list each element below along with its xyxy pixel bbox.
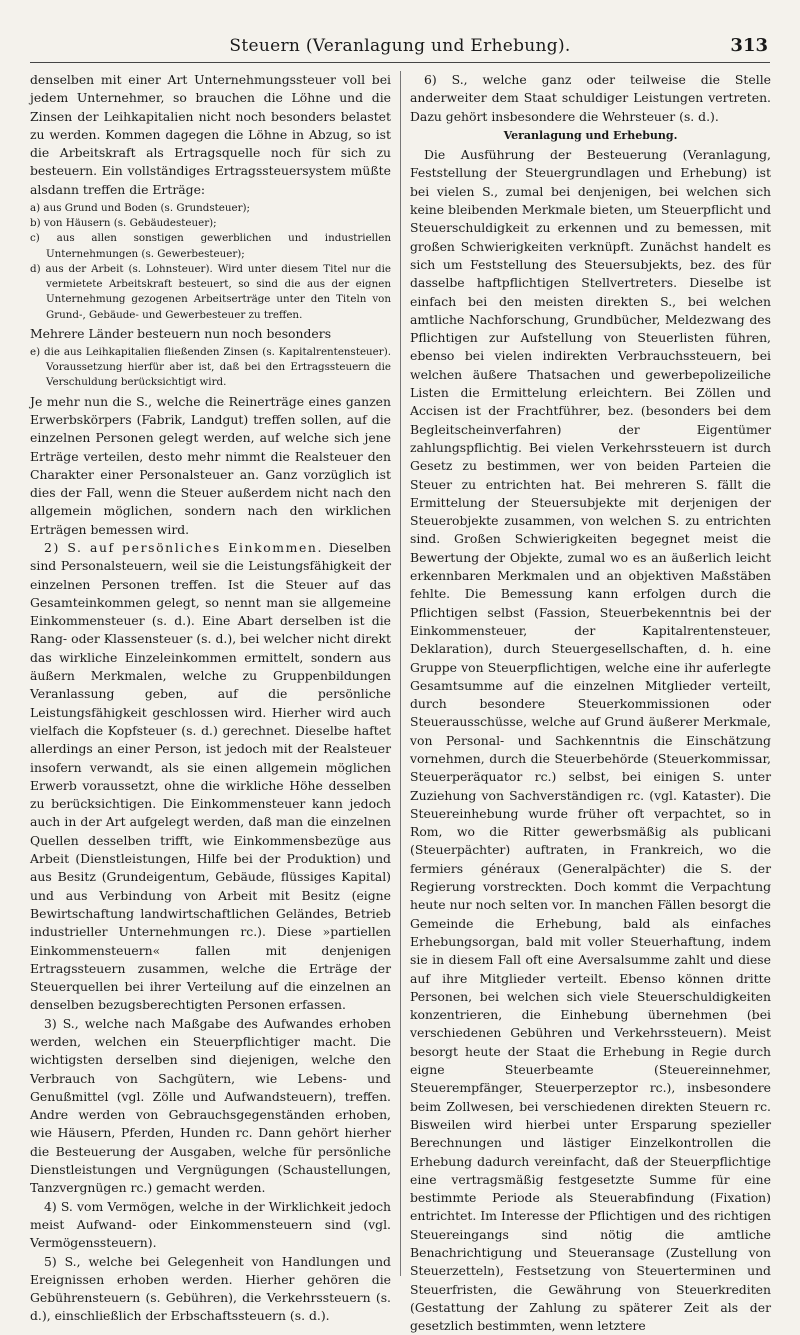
list-item: d) aus der Arbeit (s. Lohnsteuer). Wird unter diesem Titel nur die vermietete Arbeitskraft besteuert, so sind die aus der eignen Unternehmung gezogenen Arbeitserträge unter den Titeln von Grund-, Gebäude- und Gewerbesteuer zu treffen. — [30, 262, 391, 321]
paragraph: 3) S., welche nach Maßgabe des Aufwandes erhoben werden, welchen ein Steuerpflichtiger macht. Die wichtigsten derselben sind diejenigen, welche den Verbrauch von Sachgütern, wie Lebens- und Genußmittel (vgl. Zölle und Aufwandsteuern), treffen. Andre werden von Gebrauchsgegenständen erhoben, wie Häusern, Pferden, Hunden rc. Dann gehört hierher die Besteuerung der Ausgaben, welche für persönliche Dienstleistungen und Vergnügungen (Schaustellungen, Tanzvergnügen rc.) gemacht werden. — [30, 1015, 391, 1196]
section-heading: 2) S. auf persönliches Einkommen. — [44, 539, 324, 555]
running-title: Steuern (Veranlagung und Erhebung). — [229, 36, 571, 56]
paragraph — [30, 539, 391, 1015]
paragraph: 6) S., welche ganz oder teilweise die Stelle anderweiter dem Staat schuldiger Leistungen vertreten. Dazu gehört insbesondere die Wehrsteuer (s. d.). — [410, 72, 771, 124]
list — [30, 201, 391, 323]
list-item: a) aus Grund und Boden (s. Grundsteuer); — [30, 202, 251, 215]
paragraph: 4) S. vom Vermögen, welche in der Wirklichkeit jedoch meist Aufwand- oder Einkommensteuern sind (vgl. Vermögenssteuern). — [30, 1198, 391, 1251]
paragraph: denselben mit einer Art Unternehmungssteuer voll bei jedem Unternehmer, so brauchen die Löhne und die Zinsen der Leihkapitalien nicht noch besonders belastet zu werden. Kommen dagegen die Löhne in Abzug, so ist die Arbeitskraft als Ertragsquelle noch für sich zu besteuern. Ein vollständiges Ertragssteuersystem müßte alsdann treffen die Erträge: — [30, 72, 391, 197]
column-divider — [400, 71, 401, 1276]
page-number: 313 — [730, 35, 768, 56]
list-item: c) aus allen sonstigen gewerblichen und industriellen Unternehmungen (s. Gewerbesteuer); — [30, 232, 391, 260]
left-column — [30, 71, 391, 1324]
text-columns — [30, 71, 771, 1334]
paragraph: Die Ausführung der Besteuerung (Veranlagung, Feststellung der Steuergrundlagen und Erhebung) ist bei vielen S., zumal bei denjenigen, bei welchen sich keine bleibenden Merkmale bieten, um Steuerpflicht und Steuerschuldigkeit zu erkennen und zu bemessen, mit großen Schwierigkeiten verknüpft. Zunächst handelt es sich um Feststellung des Steuersubjekts, bez. des für dasselbe haftpflichtigen Stellvertreters. Dieselbe ist einfach bei den meisten direkten S., bei welchen amtliche Nachforschung, Grundbücher, Meldezwang des Pflichtigen zur Aufstellung von Steuerlisten führen, ebenso bei vielen indirekten Verbrauchssteuern, bei welchen äußere Thatsachen und gewerbepolizeiliche Listen die Ermittelung erleichtern. Bei Zöllen und Accisen ist der Frachtführer, bez. (besonders bei dem Begleitscheinverfahren) der Eigentümer zahlungspflichtig. Bei vielen Verkehrssteuern ist durch Gesetz zu bestimmen, wer von beiden Parteien die Steuer zu entrichten hat. Bei mehreren S. fällt die Ermittelung der Steuersubjekte mit derjenigen der Steuerobjekte zusammen, von welchen S. zu entrichten sind. Großen Schwierigkeiten begegnet meist die Bewertung der Objekte, zumal wo es an äußerlich leicht erkennbaren Merkmalen und an objektiven Maßstäben fehlte. Die Bemessung kann erfolgen durch die Pflichtigen selbst (Fassion, Steuerbekenntnis bei der Einkommensteuer, der Kapitalrentensteuer, Deklaration), durch Steuergesellschaften, d. h. eine Gruppe von Steuerpflichtigen, welche eine ihr auferlegte Gesamtsumme auf die einzelnen Mitglieder verteilt, durch besondere Steuerkommissionen oder Steuerausschüsse, welche auf Grund äußerer Merkmale, von Personal- und Sachkenntnis die Einschätzung vornehmen, durch die Steuerbehörde (Steuerkommissar, Steuerperäquator rc.) selbst, bei einigen S. unter Zuziehung von Sachverständigen rc. (vgl. Kataster). Die Steuereinhebung wurde früher oft verpachtet, so in Rom, wo die Ritter gewerbsmäßig als publicani (Steuerpächter) auftraten, in Frankreich, wo die fermiers généraux (Generalpächter) die S. der Regierung vorstreckten. Doch kommt die Verpachtung heute nur noch selten vor. In manchen Fällen besorgt die Gemeinde die Erhebung, bald als einfaches Erhebungsorgan, bald mit voller Steuerhaftung, indem sie in diesem Fall oft eine Aversalsumme zahlt und diese auf ihre Mitglieder verteilt. Ebenso können dritte Personen, bei welchen sich viele Steuerschuldigkeiten konzentrieren, die Einhebung übernehmen (bei verschiedenen Gebühren und Verkehrssteuern). Meist besorgt heute der Staat die Erhebung in Regie durch eigne Steuerbeamte (Steuereinnehmer, Steuerempfänger, Steuerperzeptor rc.), insbesondere beim Zollwesen, bei verschiedenen direkten Steuern rc. Bisweilen wird hierbei unter Ersparung spezieller Berechnungen und lästiger Einzelkontrollen die Erhebung dadurch vereinfacht, daß der Steuerpflichtige eine vertragsmäßig festgesetzte Summe für eine bestimmte Periode als Steuerabfindung (Fixation) entrichtet. Im Interesse der Pflichtigen und des richtigen Steuereingangs sind nötig die amtliche Benachrichtigung und Steueransage (Zustellung von Steuerzetteln), Festsetzung von Steuerterminen und Steuerfristen, die Gewährung von Steuerkrediten (Gestattung der Zahlung zu späterer Zeit als der gesetzlich bestimmten, wenn letztere — [410, 147, 771, 1334]
paragraph: 5) S., welche bei Gelegenheit von Handlungen und Ereignissen erhoben werden. Hierher gehören die Gebührensteuern (s. Gebühren), die Verkehrssteuern (s. d.), einschließlich der Erbschaftssteuern (s. d.). — [30, 1253, 391, 1324]
paragraph-text: Dieselben sind Personalsteuern, weil sie die Leistungsfähigkeit der einzelnen Personen treffen. Ist die Steuer auf das Gesamteinkommen gelegt, so nennt man sie allgemeine Einkommensteuer (s. d.). Eine Abart derselben ist die Rang- oder Klassensteuer (s. d.), bei welcher nicht direkt das wirkliche Einzeleinkommen ermittelt, sondern aus äußern Merkmalen, welche zu Gruppenbildungen Veranlassung geben, auf die persönliche Leistungsfähigkeit geschlossen wird. Hierher wird auch vielfach die Kopfsteuer (s. d.) gerechnet. Dieselbe haftet allerdings an einer Person, ist jedoch mit der Realsteuer insofern verwandt, als sie einen allgemein möglichen Erwerb voraussetzt, ohne die wirkliche Höhe desselben zu berücksichtigen. Die Einkommensteuer kann jedoch auch in der Art aufgelegt werden, daß man die einzelnen Quellen desselben trifft, wie Einkommensbezüge aus Arbeit (Dienstleistungen, Hilfe bei der Produktion) und aus Besitz (Grundeigentum, Gebäude, flüssiges Kapital) und aus Verbindung von Arbeit mit Besitz (eigne Bewirtschaftung landwirtschaftlichen Geländes, Betrieb industrieller Unternehmungen rc.). Diese »partiellen Einkommensteuern« fallen mit denjenigen Ertragssteuern zusammen, welche die Erträge der Steuerquellen bei ihrer Verteilung auf die einzelnen an denselben bezugsberechtigten Personen erfassen. — [30, 539, 391, 1013]
paragraph: Mehrere Länder besteuern nun noch besonders — [30, 325, 332, 341]
right-column — [410, 71, 771, 1334]
page-header — [30, 32, 770, 63]
list — [30, 345, 391, 391]
list-item: b) von Häusern (s. Gebäudesteuer); — [30, 217, 217, 230]
subheading: Veranlagung und Erhebung. — [503, 128, 678, 142]
paragraph: Je mehr nun die S., welche die Reinerträge eines ganzen Erwerbskörpers (Fabrik, Landgut) treffen sollen, auf die einzelnen Personen gelegt werden, auf welche sich jene Erträge verteilen, desto mehr nimmt die Realsteuer den Charakter einer Personalsteuer an. Ganz vorzüglich ist dies der Fall, wenn die Steuer außerdem nicht nach den allgemein möglichen, sondern nach den wirklichen Erträgen bemessen wird. — [30, 393, 391, 537]
list-item: e) die aus Leihkapitalien fließenden Zinsen (s. Kapitalrentensteuer). Voraussetzung hierfür aber ist, daß bei den Ertragssteuern die Verschuldung berücksichtigt wird. — [30, 346, 391, 389]
